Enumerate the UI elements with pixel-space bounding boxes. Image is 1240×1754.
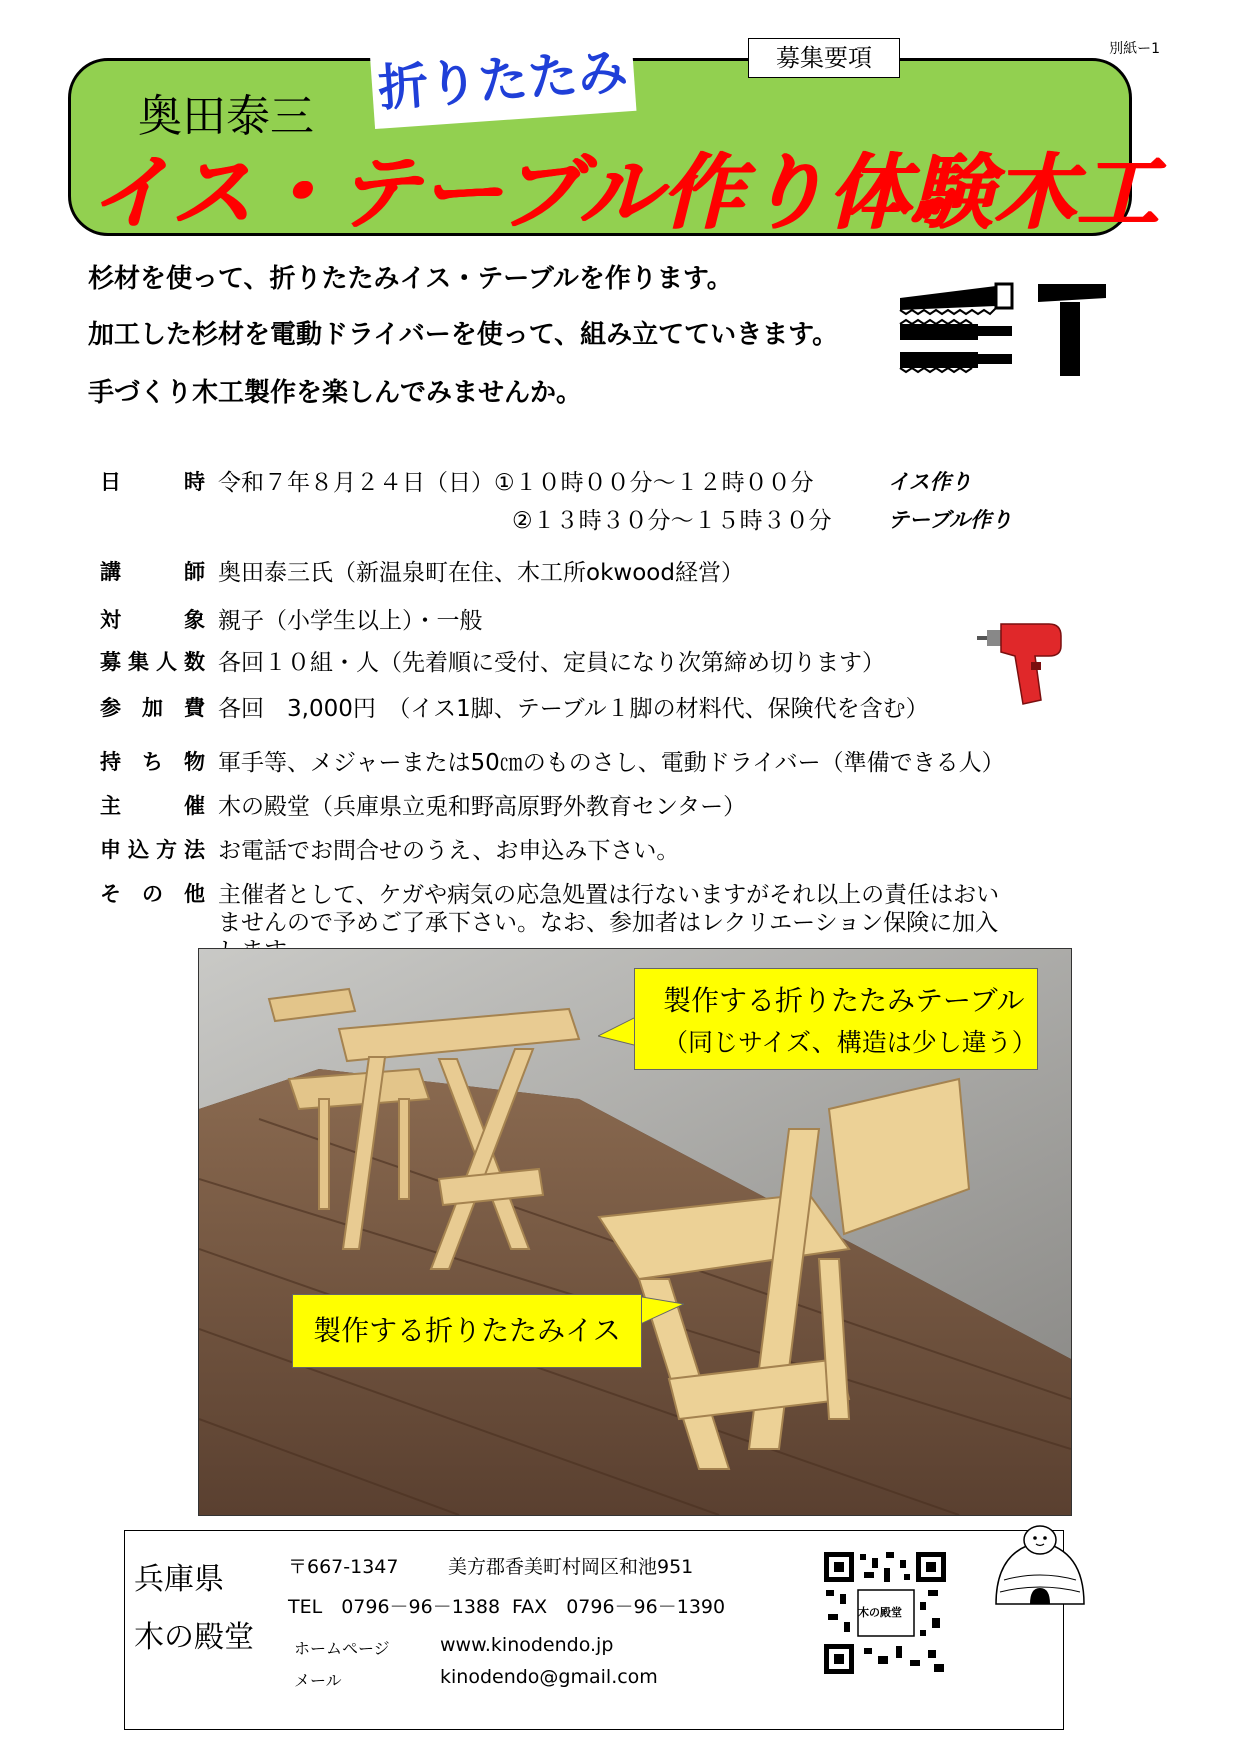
tools-icon [898,280,1110,380]
other-label: その他 [100,882,205,906]
address: 美方郡香美町村岡区和池951 [448,1556,694,1578]
intro-line-3: 手づくり木工製作を楽しんでみませんか。 [88,378,583,408]
other-value-line-1: 主催者として、ケガや病気の応急処置は行ないますがそれ以上の責任はおい [218,882,1000,908]
sheet-number: 別紙ー1 [1109,41,1160,57]
application-label: 申込方法 [100,838,205,862]
chair-callout: 製作する折りたたみイス [292,1294,642,1368]
intro-line-1: 杉材を使って、折りたたみイス・テーブルを作ります。 [88,264,733,294]
table-callout [634,968,1038,1070]
org-name: 木の殿堂 [134,1620,254,1655]
mascot-illustration [990,1520,1090,1610]
folding-label: 折りたたみ [370,31,637,129]
table-callout-note: （同じサイズ、構造は少し違う） [663,1028,1037,1057]
homepage-label: ホームページ [294,1639,390,1658]
target-value: 親子（小学生以上）・一般 [218,608,483,634]
mail-link[interactable]: kinodendo@gmail.com [440,1666,658,1688]
target-label: 対 象 [100,608,205,632]
fax: FAX 0796－96－1390 [512,1596,726,1618]
postal-code: 〒667-1347 [288,1556,399,1578]
belongings-label: 持ち物 [100,750,205,774]
qr-label: 木の殿堂 [858,1606,902,1619]
fee-label: 参加費 [100,696,205,720]
table-callout-pointer [598,1012,638,1052]
organizer-value: 木の殿堂（兵庫県立兎和野高原野外教育センター） [218,794,747,820]
chair-session-tag: イス作り [888,470,972,494]
recruit-label: 募集要項 [748,38,900,78]
telephone: TEL 0796－96－1388 [288,1596,501,1618]
page-title: イス・テーブル作り体験木工 [88,146,1159,241]
table-callout-title: 製作する折りたたみテーブル [663,984,1025,1017]
header-instructor-name: 奥田泰三 [138,91,314,142]
table-session-tag: テーブル作り [888,508,1013,532]
org-prefecture: 兵庫県 [134,1562,224,1597]
application-value: お電話でお問合せのうえ、お申込み下さい。 [218,838,680,864]
datetime-value: 令和７年８月２４日（日）①１０時００分～１２時００分 [218,470,814,496]
instructor-value: 奥田泰三氏（新温泉町在住、木工所okwood経営） [218,560,744,586]
mail-label: メール [294,1671,342,1690]
capacity-value: 各回１０組・人（先着順に受付、定員になり次第締め切ります） [218,650,885,676]
other-value-line-2: ませんので予めご了承下さい。なお、参加者はレクリエーション保険に加入 [218,910,999,936]
intro-line-2: 加工した杉材を電動ドライバーを使って、組み立てていきます。 [88,320,839,350]
organizer-label: 主 催 [100,794,205,818]
fee-value: 各回 3,000円 （イス1脚、テーブル１脚の材料代、保険代を含む） [218,696,929,722]
datetime-second-session: ②１３時３０分～１５時３０分 [512,508,832,534]
belongings-value: 軍手等、メジャーまたは50㎝のものさし、電動ドライバー（準備できる人） [218,750,1005,776]
homepage-link[interactable]: www.kinodendo.jp [440,1634,614,1656]
capacity-label: 募集人数 [100,650,205,674]
datetime-label: 日 時 [100,470,205,494]
drill-icon [975,616,1067,708]
instructor-label: 講 師 [100,560,205,584]
chair-callout-pointer [636,1290,684,1330]
